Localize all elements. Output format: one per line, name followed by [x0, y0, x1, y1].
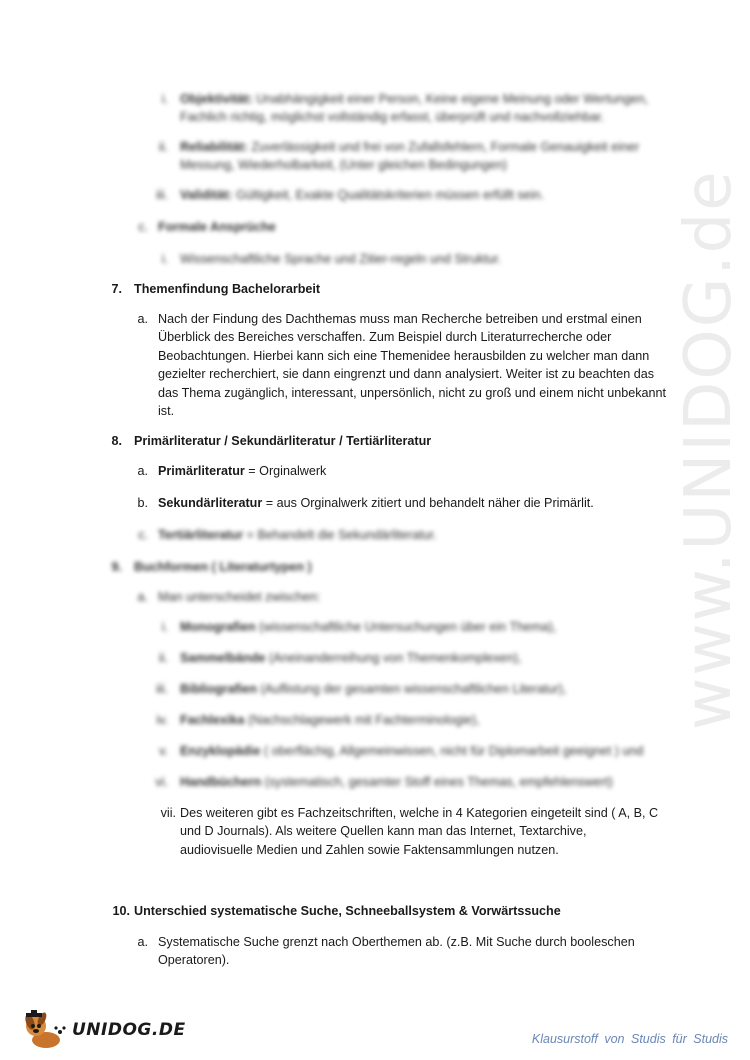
list-item: Handbüchern (systematisch, gesamter Stoff eines Themas, empfehlenswert) — [180, 775, 613, 789]
unidog-logo[interactable] — [22, 1010, 186, 1050]
section-number: 10. — [112, 904, 130, 918]
list-item: Fachlexika (Nachschlagewerk mit Fachterminologie), — [180, 713, 480, 727]
list-item-continuation: Messung, Wiederholbarkeit, (Unter gleichen Bedingungen) — [180, 158, 507, 172]
paragraph-line: Überblick des Bereiches verschaffen. Zum Beispiel durch Literaturrecherche oder — [158, 330, 612, 345]
section-number: 9. — [111, 560, 122, 574]
list-marker: vii. — [160, 806, 176, 820]
paragraph-line: Beobachtungen. Hierbei kann sich eine Themenidee herausbilden zu welcher man dann — [158, 348, 650, 363]
paragraph-line: und D Journals). Als weitere Quellen kann man das Internet, Textarchive, — [180, 824, 587, 839]
list-item: Monografien (wissenschaftliche Untersuchungen über ein Thema), — [180, 620, 557, 634]
list-marker: i. — [161, 92, 168, 106]
list-marker: b. — [137, 496, 148, 510]
section-title: Unterschied systematische Suche, Schneeballsystem & Vorwärtssuche — [134, 904, 561, 918]
list-marker: iii. — [156, 682, 168, 696]
list-marker: iii. — [156, 188, 168, 202]
section-title: Buchformen ( Literaturtypen ) — [134, 560, 312, 574]
section-number: 7. — [111, 282, 122, 296]
list-item: Sammelbände (Aneinanderreihung von Themenkomplexen), — [180, 651, 522, 665]
list-marker: ii. — [158, 651, 168, 665]
paragraph-line: Systematische Suche grenzt nach Oberthemen ab. (z.B. Mit Suche durch booleschen — [158, 935, 635, 949]
list-marker: iv. — [156, 713, 168, 727]
footer-slogan: Klausurstoff von Studis für Studis — [531, 1032, 728, 1046]
list-marker: i. — [161, 620, 168, 634]
list-marker: a. — [137, 312, 148, 326]
paragraph-line: Operatoren). — [158, 953, 230, 968]
section-title: Primärliteratur / Sekundärliteratur / Tertiärliteratur — [134, 434, 432, 448]
paragraph-line: das Thema zugänglich, interessant, unpersönlich, nicht zu groß und einem nicht unbekannt — [158, 385, 667, 400]
list-marker: a. — [137, 590, 148, 604]
list-marker: a. — [137, 935, 148, 949]
list-marker: i. — [161, 252, 168, 266]
paragraph-line: audiovisuelle Medien und Zahlen sowie Faktensammlungen nutzen. — [180, 842, 559, 857]
list-marker: vi. — [155, 775, 168, 789]
list-marker: v. — [159, 744, 168, 758]
list-item: Enzyklopädie ( oberflächig, Allgemeinwissen, nicht für Diplomarbeit geeignet ) und — [180, 744, 644, 758]
dog-mascot-icon — [22, 1010, 68, 1050]
list-item: Sekundärliteratur = aus Orginalwerk zitiert und behandelt näher die Primärlit. — [158, 496, 594, 510]
list-item: Bibliografien (Auflistung der gesamten wissenschaftlichen Literatur), — [180, 682, 567, 696]
section-title: Themenfindung Bachelorarbeit — [134, 282, 321, 296]
list-marker: a. — [137, 464, 148, 478]
list-item: Man unterscheidet zwischen: — [158, 590, 321, 604]
paragraph-line: Nach der Findung des Dachthemas muss man Recherche betreiben und erstmal einen — [158, 312, 642, 326]
paragraph-line: gezielter recherchiert, sie dann eingrenzt und dann analysiert. Weiter ist zu beachten das — [158, 367, 655, 382]
list-item: Reliabilität: Zuverlässigkeit und frei von Zufallsfehlern, Formale Genauigkeit einer — [180, 140, 640, 154]
list-marker: c. — [138, 220, 148, 234]
list-item-continuation: Fachlich richtig, möglichst vollständig erfasst, überprüft und nachvollziehbar. — [180, 110, 605, 124]
paragraph-line: ist. — [158, 404, 175, 418]
list-item: Validität: Gültigkeit, Exakte Qualitätskriterien müssen erfüllt sein. — [180, 188, 544, 202]
list-marker: ii. — [158, 140, 168, 154]
logo-text: UNIDOG.DE — [72, 1020, 186, 1040]
list-item: Formale Ansprüche — [158, 220, 276, 234]
list-item: Objektivität: Unabhängigkeit einer Person, Keine eigene Meinung oder Wertungen, — [180, 92, 649, 106]
paragraph-line: Des weiteren gibt es Fachzeitschriften, welche in 4 Kategorien eingeteilt sind ( A, B, C — [180, 806, 659, 820]
watermark: www.UNIDOG.de — [672, 169, 746, 730]
list-item: Wissenschaftliche Sprache und Zitier-regeln und Struktur. — [180, 252, 502, 266]
list-item: Primärliteratur = Orginalwerk — [158, 464, 327, 478]
list-marker: c. — [138, 528, 148, 542]
list-item: Tertiärliteratur = Behandelt die Sekundärliteratur. — [158, 528, 437, 542]
section-number: 8. — [111, 434, 122, 448]
